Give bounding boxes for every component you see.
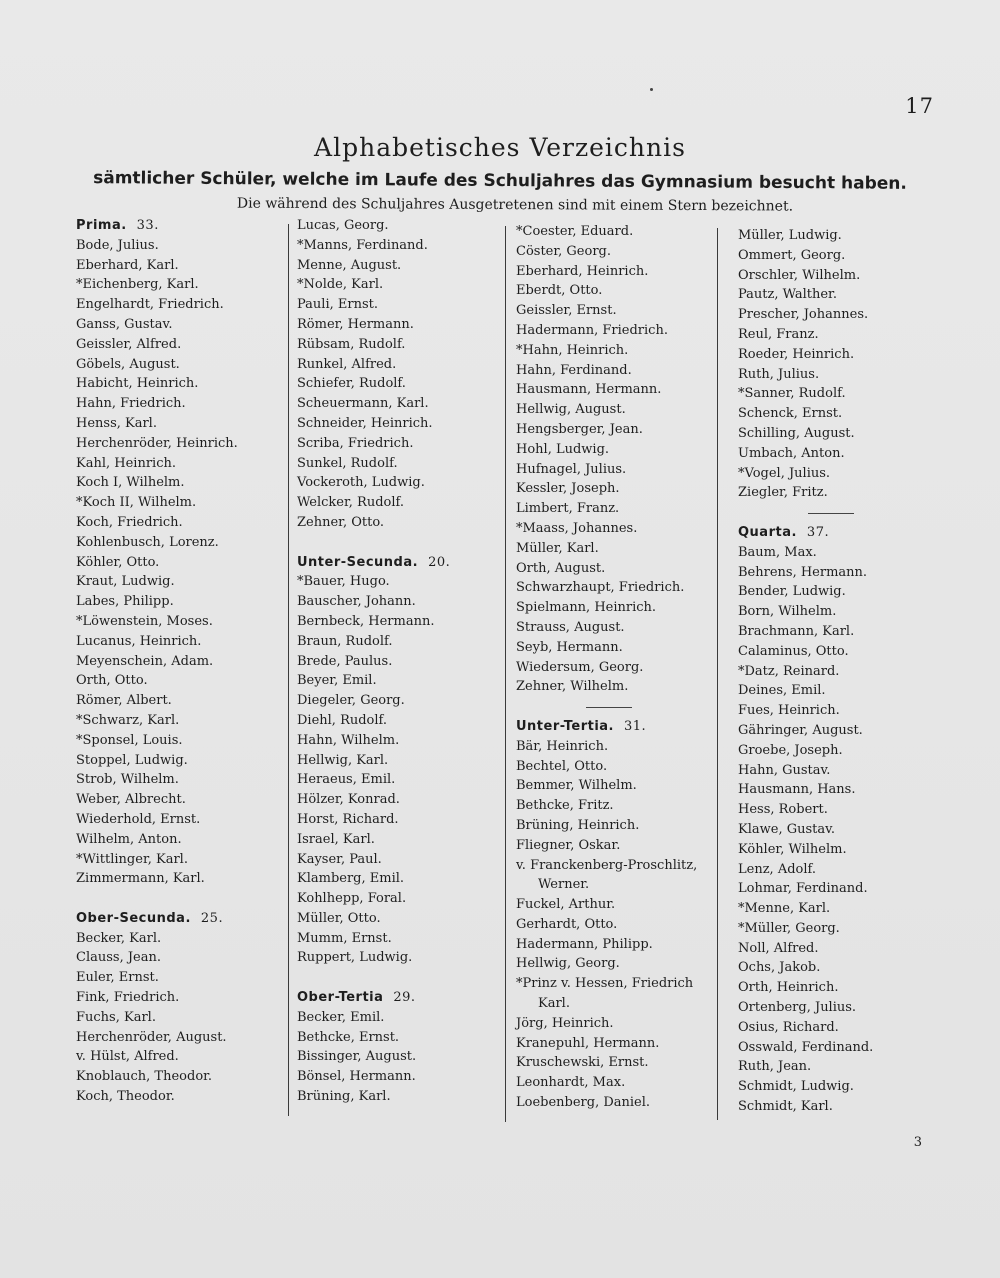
student-name: Strob, Wilhelm. — [76, 772, 179, 788]
student-name: Beyer, Emil. — [297, 673, 377, 689]
student-name: Scheuermann, Karl. — [297, 396, 429, 412]
class-name: Prima. — [76, 218, 127, 233]
sheet-number: 3 — [913, 1135, 922, 1150]
student-name: *Manns, Ferdinand. — [297, 237, 428, 253]
student-name: Kessler, Joseph. — [516, 481, 620, 497]
student-name: Braun, Rudolf. — [297, 633, 393, 649]
student-name: Groebe, Joseph. — [738, 742, 843, 758]
student-name: Fink, Friedrich. — [76, 990, 180, 1006]
student-name: Hufnagel, Julius. — [516, 461, 627, 477]
student-name: Kruschewski, Ernst. — [516, 1055, 649, 1071]
column-divider — [288, 224, 289, 1116]
student-name: Israel, Karl. — [297, 831, 375, 847]
student-name: Schmidt, Karl. — [738, 1099, 833, 1115]
student-name: Römer, Albert. — [76, 693, 172, 709]
student-name: Göbels, August. — [76, 356, 180, 372]
student-name: Bär, Heinrich. — [516, 738, 609, 754]
student-name: Schmidt, Ludwig. — [738, 1079, 854, 1095]
student-name: Euler, Ernst. — [76, 970, 159, 986]
student-name: Bernbeck, Hermann. — [297, 613, 435, 629]
section-divider — [516, 697, 697, 717]
student-name: Henss, Karl. — [76, 415, 157, 431]
student-name: Brüning, Heinrich. — [516, 817, 640, 833]
student-name: Schiefer, Rudolf. — [297, 376, 406, 392]
student-name: Runkel, Alfred. — [297, 356, 397, 372]
column-2 — [297, 216, 450, 1107]
student-name: Orth, Otto. — [76, 673, 148, 689]
student-name: Fuchs, Karl. — [76, 1009, 156, 1025]
student-name: Vockeroth, Ludwig. — [297, 475, 425, 491]
student-name: Umbach, Anton. — [738, 445, 845, 461]
student-name: Bauscher, Johann. — [297, 594, 416, 610]
student-name-continuation: Karl. — [538, 996, 570, 1012]
student-name: Müller, Karl. — [516, 540, 599, 556]
student-name: Limbert, Franz. — [516, 501, 620, 517]
class-heading — [76, 909, 238, 929]
student-name: Loebenberg, Daniel. — [516, 1095, 651, 1111]
student-name: Scriba, Friedrich. — [297, 435, 414, 451]
student-name: Kranepuhl, Hermann. — [516, 1035, 660, 1051]
student-name: Zehner, Wilhelm. — [516, 679, 629, 695]
class-count: 37. — [806, 524, 830, 540]
student-name: Ommert, Georg. — [738, 247, 846, 263]
student-name: Orth, Heinrich. — [738, 980, 839, 996]
student-name: Bode, Julius. — [76, 237, 159, 253]
student-name: Klawe, Gustav. — [738, 821, 836, 837]
student-name: *Koch II, Wilhelm. — [76, 495, 197, 511]
student-name: Strauss, August. — [516, 619, 625, 635]
column-4 — [738, 226, 873, 1117]
student-name: Jörg, Heinrich. — [516, 1015, 614, 1031]
class-name: Ober-Tertia — [297, 990, 384, 1006]
student-name: *Coester, Eduard. — [516, 224, 634, 239]
student-name: Ochs, Jakob. — [738, 960, 821, 976]
student-name: Zimmermann, Karl. — [76, 871, 205, 887]
student-name: Ziegler, Fritz. — [738, 485, 828, 501]
student-name: Ruppert, Ludwig. — [297, 950, 413, 966]
student-name: *Nolde, Karl. — [297, 277, 384, 293]
student-name: Baum, Max. — [738, 544, 817, 560]
student-name: Pautz, Walther. — [738, 287, 837, 303]
student-name: *Sponsel, Louis. — [76, 732, 183, 748]
student-name: Leonhardt, Max. — [516, 1075, 626, 1091]
student-name: Habicht, Heinrich. — [76, 376, 199, 392]
student-name: Hausmann, Hermann. — [516, 382, 662, 398]
student-name: *Hahn, Heinrich. — [516, 342, 629, 358]
student-name: *Wittlinger, Karl. — [76, 851, 188, 867]
page-title: Alphabetisches Verzeichnis — [314, 133, 686, 162]
student-name: Welcker, Rudolf. — [297, 495, 405, 511]
student-name: Hadermann, Friedrich. — [516, 322, 668, 338]
student-name: Wiederhold, Ernst. — [76, 811, 201, 827]
student-name: Kahl, Heinrich. — [76, 455, 176, 471]
student-name: Fuckel, Arthur. — [516, 897, 616, 913]
student-name: Heraeus, Emil. — [297, 772, 396, 788]
student-name: Gähringer, August. — [738, 722, 863, 738]
student-name: *Menne, Karl. — [738, 901, 831, 917]
student-name: Wiedersum, Georg. — [516, 659, 644, 675]
student-name: Eberdt, Otto. — [516, 283, 603, 299]
spacer — [297, 968, 450, 988]
page-subtitle: sämtlicher Schüler, welche im Laufe des Schuljahres das Gymnasium besucht haben. — [93, 168, 907, 194]
student-name: Koch, Theodor. — [76, 1089, 175, 1105]
class-heading — [516, 717, 697, 737]
student-name: Mumm, Ernst. — [297, 930, 392, 946]
student-name: Seyb, Hermann. — [516, 639, 623, 655]
student-name: Lenz, Adolf. — [738, 861, 816, 877]
student-name: *Datz, Reinard. — [738, 663, 840, 679]
student-name: Lucanus, Heinrich. — [76, 633, 202, 649]
student-name: Schwarzhaupt, Friedrich. — [516, 580, 685, 596]
class-count: 20. — [428, 554, 451, 570]
student-name: Bechtel, Otto. — [516, 758, 608, 774]
student-name: Becker, Emil. — [297, 1009, 385, 1025]
student-name: *Prinz v. Hessen, Friedrich — [516, 976, 694, 992]
print-speck — [650, 88, 653, 91]
student-name: Ruth, Julius. — [738, 366, 820, 382]
student-name: Koch I, Wilhelm. — [76, 475, 185, 491]
class-heading — [297, 553, 450, 573]
column-3 — [516, 222, 697, 1113]
student-name: Bissinger, August. — [297, 1049, 417, 1065]
student-name: Lucas, Georg. — [297, 218, 389, 233]
student-name: Hess, Robert. — [738, 802, 828, 818]
student-name: Hahn, Wilhelm. — [297, 732, 400, 748]
class-count: 31. — [624, 718, 647, 734]
student-name: Köhler, Wilhelm. — [738, 841, 847, 857]
class-count: 33. — [136, 218, 159, 233]
student-name: Kraut, Ludwig. — [76, 574, 175, 590]
spacer — [76, 889, 238, 909]
student-name: *Müller, Georg. — [738, 920, 840, 936]
student-name: Hahn, Friedrich. — [76, 396, 186, 412]
student-name: Bethcke, Fritz. — [516, 798, 614, 814]
student-name: Müller, Ludwig. — [738, 228, 842, 243]
student-name: Koch, Friedrich. — [76, 514, 183, 530]
student-name: Behrens, Hermann. — [738, 564, 868, 580]
class-name: Ober-Secunda. — [76, 910, 191, 926]
student-name: Kohlhepp, Foral. — [297, 891, 407, 907]
student-name: Schilling, August. — [738, 425, 855, 441]
student-name: Orschler, Wilhelm. — [738, 267, 861, 283]
student-name: Knoblauch, Theodor. — [76, 1069, 213, 1085]
student-name: Ortenberg, Julius. — [738, 1000, 857, 1016]
student-name: *Schwarz, Karl. — [76, 712, 180, 728]
student-name: Brüning, Karl. — [297, 1089, 391, 1105]
column-1 — [76, 216, 238, 1107]
student-name: Klamberg, Emil. — [297, 871, 405, 887]
student-name: Cöster, Georg. — [516, 243, 611, 259]
student-name: Deines, Emil. — [738, 683, 826, 699]
page-number: 17 — [905, 94, 934, 118]
student-name: Fues, Heinrich. — [738, 703, 840, 719]
student-name: Brachmann, Karl. — [738, 623, 855, 639]
student-name: Orth, August. — [516, 560, 606, 576]
student-name: Bender, Ludwig. — [738, 584, 846, 600]
class-name: Quarta. — [738, 524, 797, 540]
student-name: Ganss, Gustav. — [76, 316, 173, 332]
student-name: Zehner, Otto. — [297, 514, 385, 530]
student-name: Bethcke, Ernst. — [297, 1029, 400, 1045]
student-name: Labes, Philipp. — [76, 594, 174, 610]
student-name: *Vogel, Julius. — [738, 465, 831, 481]
student-name: Kohlenbusch, Lorenz. — [76, 534, 219, 550]
class-name: Unter-Secunda. — [297, 554, 419, 570]
student-name: Hausmann, Hans. — [738, 782, 856, 798]
student-name: *Löwenstein, Moses. — [76, 613, 213, 629]
student-name: Prescher, Johannes. — [738, 307, 869, 323]
student-name: Geissler, Ernst. — [516, 303, 617, 319]
student-name: Spielmann, Heinrich. — [516, 600, 657, 616]
student-name: Römer, Hermann. — [297, 316, 414, 332]
student-name: Reul, Franz. — [738, 326, 819, 342]
student-name: Roeder, Heinrich. — [738, 346, 855, 362]
class-name: Unter-Tertia. — [516, 718, 614, 734]
student-name: Noll, Alfred. — [738, 940, 819, 956]
student-name: Born, Wilhelm. — [738, 604, 837, 620]
student-name: Osswald, Ferdinand. — [738, 1039, 874, 1055]
student-name: Ruth, Jean. — [738, 1059, 812, 1075]
student-name: Weber, Albrecht. — [76, 792, 186, 808]
student-name: Brede, Paulus. — [297, 653, 393, 669]
student-name: Hengsberger, Jean. — [516, 421, 643, 437]
student-name: Herchenröder, August. — [76, 1029, 227, 1045]
student-name: Hellwig, Georg. — [516, 956, 620, 972]
student-name: Sunkel, Rudolf. — [297, 455, 398, 471]
class-heading — [297, 988, 450, 1008]
student-name: Schenck, Ernst. — [738, 406, 843, 422]
student-name: Herchenröder, Heinrich. — [76, 435, 238, 451]
student-name: *Bauer, Hugo. — [297, 574, 390, 590]
student-name: Rübsam, Rudolf. — [297, 336, 406, 352]
spacer — [297, 533, 450, 553]
note-asterisk: Die während des Schuljahres Ausgetretenen sind mit einem Stern bezeichnet. — [236, 195, 794, 215]
student-name: Hellwig, Karl. — [297, 752, 389, 768]
student-name: Diegeler, Georg. — [297, 693, 405, 709]
student-name: Schneider, Heinrich. — [297, 415, 433, 431]
student-name: Meyenschein, Adam. — [76, 653, 214, 669]
column-divider — [717, 228, 718, 1120]
student-name: *Maass, Johannes. — [516, 520, 638, 536]
student-name: Wilhelm, Anton. — [76, 831, 182, 847]
student-name: Eberhard, Karl. — [76, 257, 179, 273]
student-name: v. Franckenberg-Proschlitz, — [516, 857, 698, 873]
column-divider — [505, 226, 506, 1122]
student-name: Engelhardt, Friedrich. — [76, 297, 224, 313]
student-name: Horst, Richard. — [297, 811, 399, 827]
student-name: Hahn, Ferdinand. — [516, 362, 632, 378]
student-name: Osius, Richard. — [738, 1019, 839, 1035]
student-name: Köhler, Otto. — [76, 554, 160, 570]
student-name: Hadermann, Philipp. — [516, 936, 653, 952]
student-name: Bemmer, Wilhelm. — [516, 778, 637, 794]
student-name: Gerhardt, Otto. — [516, 916, 618, 932]
student-name: v. Hülst, Alfred. — [76, 1049, 179, 1065]
student-name: Hellwig, August. — [516, 402, 626, 418]
student-name: Müller, Otto. — [297, 910, 381, 926]
class-count: 25. — [200, 910, 224, 926]
section-divider — [738, 503, 873, 523]
class-count: 29. — [393, 990, 416, 1006]
student-name: Becker, Karl. — [76, 930, 162, 946]
student-name: Fliegner, Oskar. — [516, 837, 621, 853]
student-name: Hölzer, Konrad. — [297, 792, 400, 808]
student-name: Kayser, Paul. — [297, 851, 382, 867]
student-name: Hahn, Gustav. — [738, 762, 831, 778]
student-name: Diehl, Rudolf. — [297, 712, 388, 728]
student-name: Pauli, Ernst. — [297, 297, 378, 313]
student-name: Clauss, Jean. — [76, 950, 161, 966]
student-name: Eberhard, Heinrich. — [516, 263, 649, 279]
student-name: Geissler, Alfred. — [76, 336, 182, 352]
student-name: Calaminus, Otto. — [738, 643, 849, 659]
student-name: Bönsel, Hermann. — [297, 1069, 416, 1085]
student-name-continuation: Werner. — [538, 877, 590, 893]
student-name: Hohl, Ludwig. — [516, 441, 610, 457]
student-name: *Sanner, Rudolf. — [738, 386, 846, 402]
class-heading — [76, 216, 238, 236]
class-heading — [738, 523, 873, 543]
student-name: Lohmar, Ferdinand. — [738, 881, 868, 897]
student-name: *Eichenberg, Karl. — [76, 277, 199, 293]
student-name: Stoppel, Ludwig. — [76, 752, 188, 768]
student-name: Menne, August. — [297, 257, 402, 273]
